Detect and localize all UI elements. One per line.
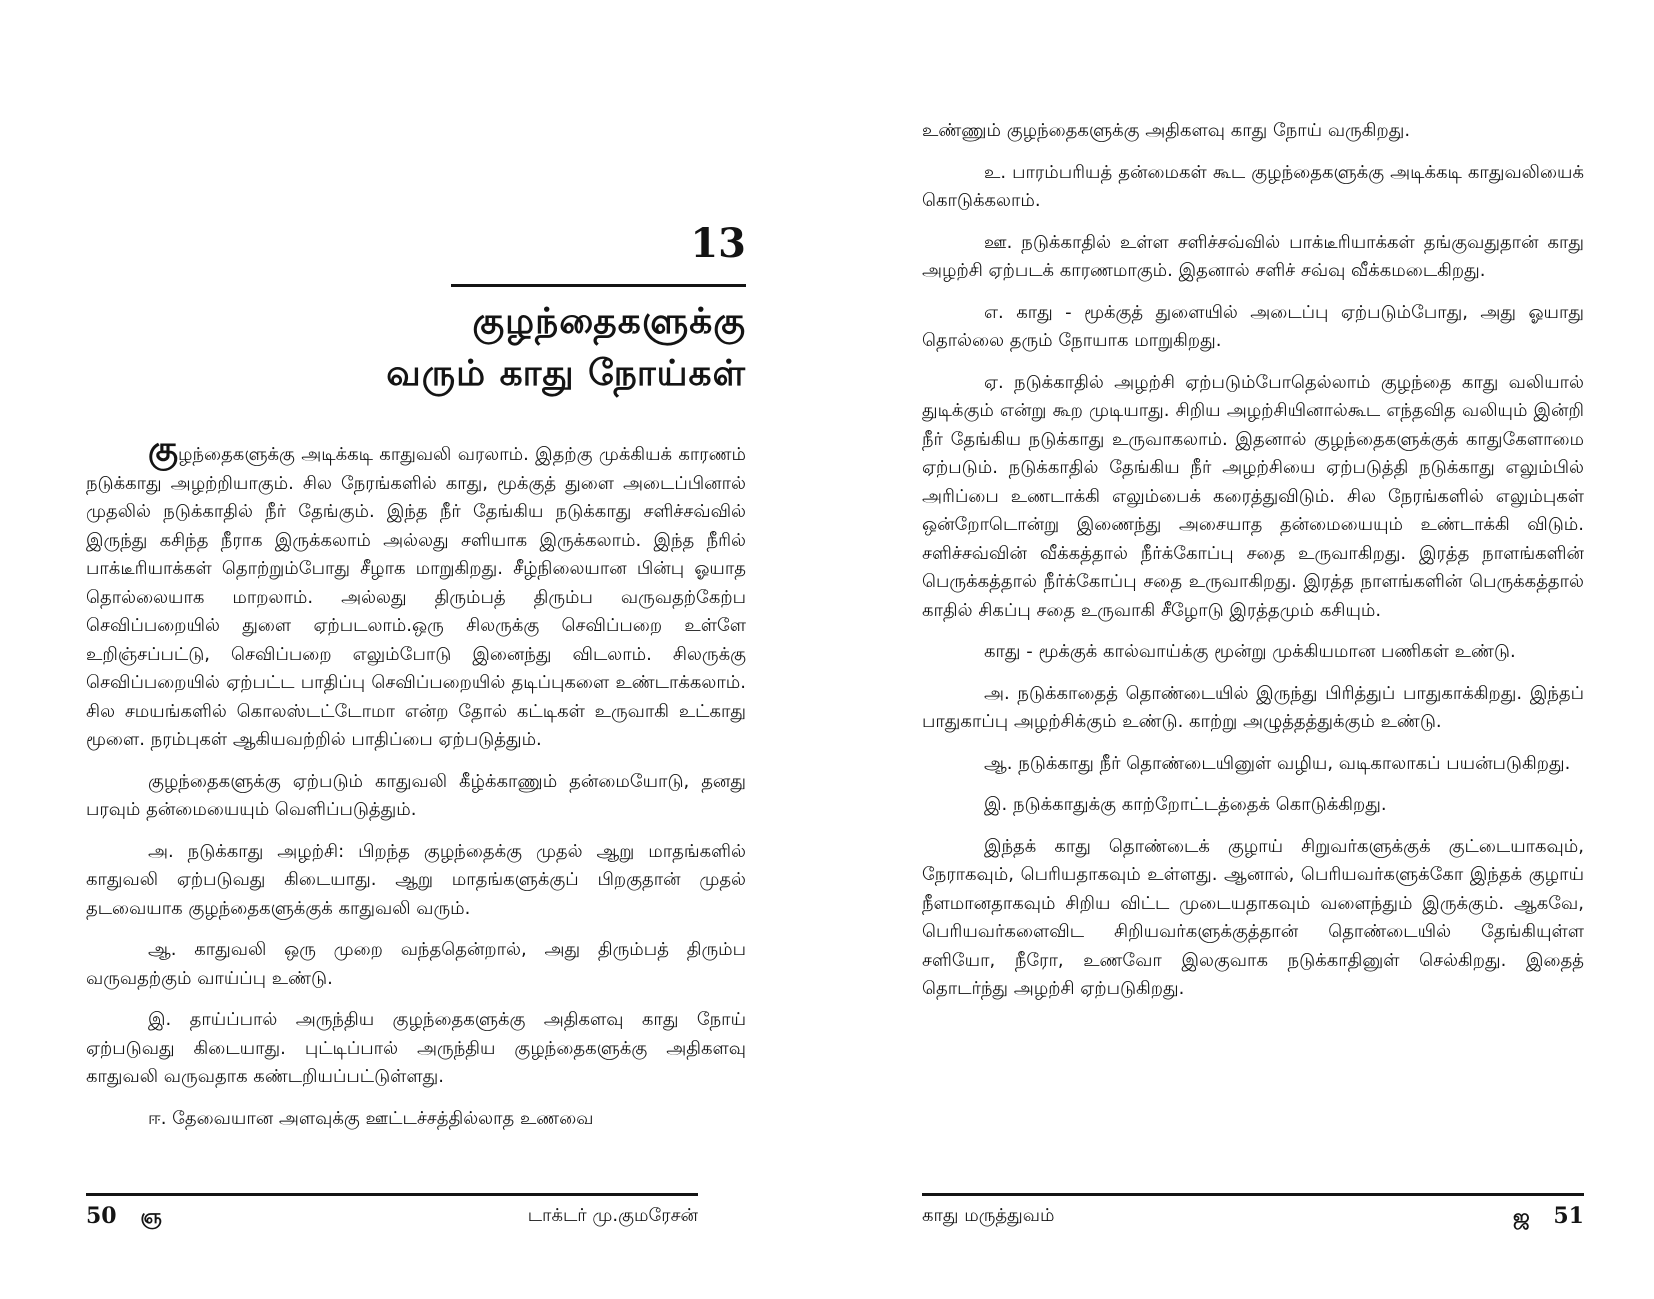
paragraph: காது - மூக்குக் கால்வாய்க்கு மூன்று முக்கியமான பணிகள் உண்டு. bbox=[984, 641, 1516, 662]
paragraph: அ. நடுக்காது அழற்சி: பிறந்த குழந்தைக்கு முதல் ஆறு மாதங்களில் காதுவலி ஏற்படுவது கிடையாது. ஆறு மாதங்களுக்குப் பிறகுதான் முதல் தடவையாக குழந்தைகளுக்குக் காதுவலி வரும். bbox=[86, 840, 746, 919]
ornament-icon: ஜ bbox=[1512, 1204, 1530, 1228]
page-number: 51 bbox=[1553, 1203, 1584, 1229]
running-book-title: காது மருத்துவம் bbox=[922, 1205, 1055, 1226]
paragraph: இ. நடுக்காதுக்கு காற்றோட்டத்தைக் கொடுக்கிறது. bbox=[984, 794, 1387, 815]
paragraph: ஆ. நடுக்காது நீர் தொண்டையினுள் வழிய, வடிகாலாகப் பயன்படுகிறது. bbox=[984, 752, 1571, 774]
left-page-body bbox=[86, 429, 746, 1133]
paragraph: குழந்தைகளுக்கு ஏற்படும் காதுவலி கீழ்க்காணும் தன்மையோடு, தனது பரவும் தன்மையையும் வெளிப்படுத்தும். bbox=[86, 770, 746, 820]
paragraph: இ. தாய்ப்பால் அருந்திய குழந்தைகளுக்கு அதிகளவு காது நோய் ஏற்படுவது கிடையாது. புட்டிப்பால் அருந்திய குழந்தைகளுக்கு அதிகளவு காதுவலி வருவதாக கண்டறியப்பட்டுள்ளது. bbox=[86, 1009, 746, 1087]
left-footer bbox=[86, 1199, 698, 1233]
paragraph: அ. நடுக்காதைத் தொண்டையில் இருந்து பிரித்துப் பாதுகாக்கிறது. இந்தப் பாதுகாப்பு அழற்சிக்கும் உண்டு. காற்று அழுத்தத்துக்கும் உண்டு. bbox=[922, 682, 1584, 732]
chapter-title-line1: குழந்தைகளுக்கு bbox=[472, 301, 746, 342]
paragraph: இந்தக் காது தொண்டைக் குழாய் சிறுவர்களுக்குக் குட்டையாகவும், நேராகவும், பெரியதாகவும் உள்ளது. ஆனால், பெரியவர்களுக்கோ இந்தக் குழாய் நீளமானதாகவும் சிறிய விட்ட முடையதாகவும் வளைந்தும் இருக்கும். ஆகவே, பெரியவர்களைவிட சிறியவர்களுக்குத்தான் தொண்டையில் தேங்கியுள்ள சளியோ, நீரோ, உணவோ இலகுவாக நடுக்காதினுள் செல்கிறது. இதைத் தொடர்ந்து அழற்சி ஏற்படுகிறது. bbox=[922, 835, 1584, 999]
paragraph: எ. காது - மூக்குத் துளையில் அடைப்பு ஏற்படும்போது, அது ஓயாது தொல்லை தரும் நோயாக மாறுகிறது. bbox=[922, 301, 1584, 351]
chapter-number: 13 bbox=[690, 220, 746, 267]
footer-rule bbox=[86, 1193, 698, 1196]
paragraph: ஈ. தேவையான அளவுக்கு ஊட்டச்சத்தில்லாத உணவை bbox=[148, 1107, 594, 1129]
running-author: டாக்டர் மு.குமரேசன் bbox=[527, 1205, 698, 1226]
paragraph: ஊ. நடுக்காதில் உள்ள சளிச்சவ்வில் பாக்டீரியாக்கள் தங்குவதுதான் காது அழற்சி ஏற்படக் காரணமாகும். இதனால் சளிச் சவ்வு வீக்கமடைகிறது. bbox=[922, 231, 1584, 281]
chapter-title-line2: வரும் காது நோய்கள் bbox=[386, 353, 746, 394]
paragraph: உ. பாரம்பரியத் தன்மைகள் கூட குழந்தைகளுக்கு அடிக்கடி காதுவலியைக் கொடுக்கலாம். bbox=[922, 161, 1584, 211]
paragraph: ஆ. காதுவலி ஒரு முறை வந்ததென்றால், அது திரும்பத் திரும்ப வருவதற்கும் வாய்ப்பு உண்டு. bbox=[86, 939, 746, 989]
right-page-body bbox=[922, 117, 1584, 1004]
paragraph: ஏ. நடுக்காதில் அழற்சி ஏற்படும்போதெல்லாம் குழந்தை காது வலியால் துடிக்கும் என்று கூற முடியாது. சிறிய அழற்சியினால்கூட எந்தவித வலியும் இன்றி நீர் தேங்கிய நடுக்காது உருவாகலாம். இதனால் குழந்தைகளுக்குக் காதுகேளாமை ஏற்படும். நடுக்காதில் தேங்கிய நீர் அழற்சியை ஏற்படுத்தி நடுக்காது எலும்பில் அரிப்பை உணடாக்கி எலும்பைக் கரைத்துவிடும். சில நேரங்களில் எலும்புகள் ஒன்றோடொன்று இணைந்து அசையாத தன்மையையும் உண்டாக்கி விடும். சளிச்சவ்வின் வீக்கத்தால் நீர்க்கோப்பு சதை உருவாகிறது. இரத்த நாளங்களின் பெருக்கத்தால் நீர்க்கோப்பு சதை உருவாகிறது. இரத்த நாளங்களின் பெருக்கத்தால் காதில் சிகப்பு சதை உருவாகி சீழோடு இரத்தமும் கசியும். bbox=[922, 371, 1584, 621]
paragraph: உண்ணும் குழந்தைகளுக்கு அதிகளவு காது நோய் வருகிறது. bbox=[922, 120, 1411, 141]
chapter-rule bbox=[451, 284, 746, 287]
page-number: 50 bbox=[86, 1203, 117, 1229]
opening-paragraph-text: ழந்தைகளுக்கு அடிக்கடி காதுவலி வரலாம். இதற்கு முக்கியக் காரணம் நடுக்காது அழற்றியாகும். சில நேரங்களில் காது, மூக்குத் துளை அடைப்பினால் முதலில் நடுக்காதில் நீர் தேங்கும். இந்த நீர் தேங்கிய நடுக்காது சளிச்சவ்வில் இருந்து கசிந்த நீராக இருக்கலாம் அல்லது சளியாக இருக்கலாம். இந்த நீரில் பாக்டீரியாக்கள் தொற்றும்போது சீழாக மாறுகிறது. சீழ்நிலையான பின்பு ஓயாத தொல்லையாக மாறலாம். அல்லது திரும்பத் திரும்ப வருவதற்கேற்ப செவிப்பறையில் துளை ஏற்படலாம்.ஒரு சிலருக்கு செவிப்பறை உள்ளே உறிஞ்சப்பட்டு, செவிப்பறை எலும்போடு இனைந்து விடலாம். சிலருக்கு செவிப்பறையில் ஏற்பட்ட பாதிப்பு செவிப்பறையில் தடிப்புகளை உண்டாக்கலாம். சில சமயங்களில் கொலஸ்டட்டோமா என்ற தோல் கட்டிகள் உருவாகி உட்காது மூளை. நரம்புகள் ஆகியவற்றில் பாதிப்பை ஏற்படுத்தும். bbox=[86, 444, 746, 750]
opening-paragraph bbox=[86, 429, 746, 755]
chapter-title bbox=[386, 296, 746, 400]
footer-rule bbox=[922, 1193, 1584, 1196]
ornament-icon: ஞ bbox=[140, 1204, 162, 1228]
drop-cap: கு bbox=[148, 429, 179, 469]
right-footer bbox=[922, 1199, 1584, 1233]
